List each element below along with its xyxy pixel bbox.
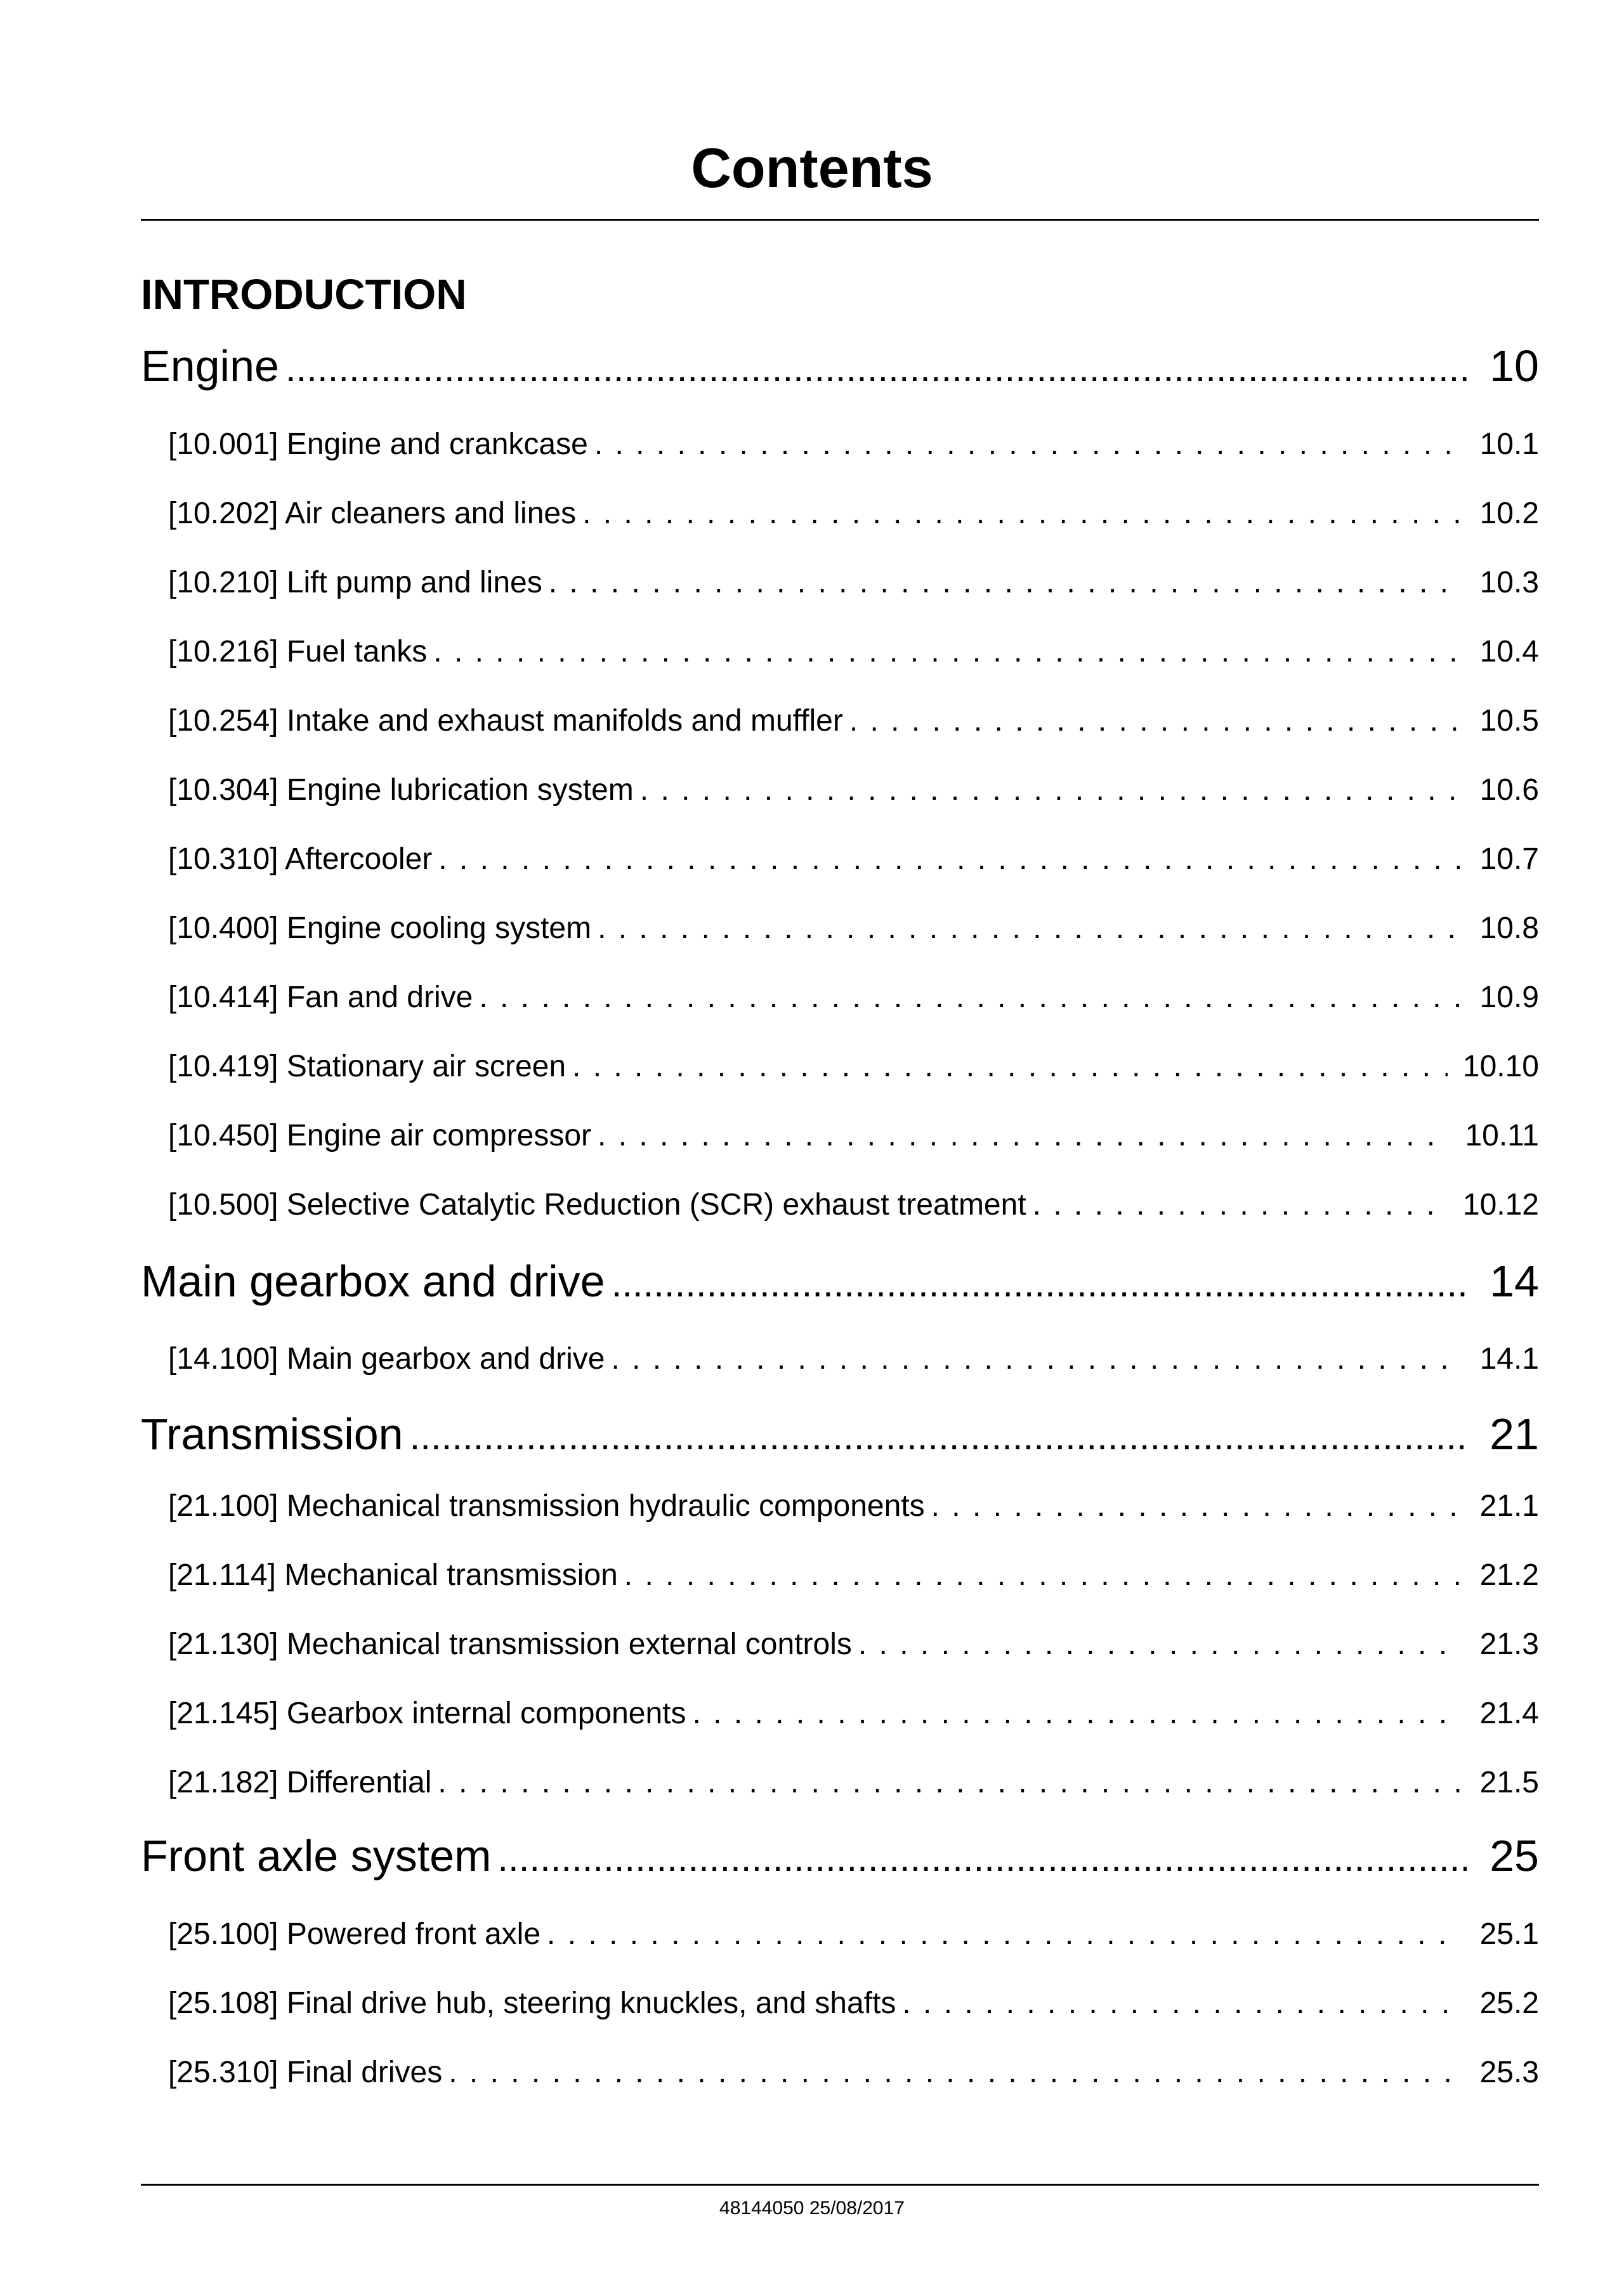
toc-entry[interactable] [168,1912,1539,1957]
toc-entry-page: 10.11 [1465,1119,1539,1152]
toc-entry[interactable] [168,1337,1539,1381]
toc-entry-page: 10.12 [1462,1188,1539,1222]
toc-section-page: 10 [1490,341,1539,391]
toc-entry-label: [10.216] Fuel tanks [168,635,428,669]
toc-entry-label: [25.100] Powered front axle [168,1917,541,1951]
toc-entry-label: [25.108] Final drive hub, steering knuckles, and shafts [168,1986,896,2020]
dot-leader [285,337,1467,400]
toc-section-front-axle[interactable] [141,1824,1539,1888]
toc-entry[interactable] [168,975,1539,1020]
toc-entry-label: [10.202] Air cleaners and lines [168,497,577,530]
dot-leader [849,699,1460,743]
toc-entry[interactable] [168,2051,1539,2095]
footer-divider [141,2184,1539,2186]
toc-entry[interactable] [168,561,1539,605]
dot-leader [931,1484,1460,1529]
toc-entry-page: 10.1 [1479,427,1539,461]
toc-section-page: 14 [1490,1256,1539,1306]
toc-entry[interactable] [168,422,1539,467]
toc-entry[interactable] [168,1692,1539,1736]
toc-section-title: Engine [141,341,279,391]
toc-entry[interactable] [168,1553,1539,1598]
toc-entry[interactable] [168,630,1539,674]
toc-section-engine[interactable] [141,334,1539,398]
toc-entry[interactable] [168,1761,1539,1805]
toc-section-title: Main gearbox and drive [141,1256,605,1306]
toc-entry-label: [10.210] Lift pump and lines [168,566,542,599]
toc-section-main-gearbox[interactable] [141,1249,1539,1313]
toc-entry-label: [10.414] Fan and drive [168,981,473,1014]
toc-entry[interactable] [168,492,1539,536]
toc-entry-label: [21.182] Differential [168,1766,432,1799]
page-title: Contents [691,136,933,199]
dot-leader [858,1622,1460,1667]
dot-leader [438,837,1460,882]
toc-entry[interactable] [168,1183,1539,1227]
toc-entry-label: [10.400] Engine cooling system [168,911,592,945]
toc-entry-page: 10.2 [1479,497,1539,530]
toc-section-page: 25 [1490,1831,1539,1881]
dot-leader [582,492,1460,536]
toc-entry-page: 10.6 [1479,773,1539,807]
toc-entry-page: 25.1 [1479,1917,1539,1951]
dot-leader [594,422,1460,467]
dot-leader [547,1912,1460,1957]
dot-leader [438,1761,1460,1805]
dot-leader [1033,1183,1448,1227]
dot-leader [612,1252,1467,1315]
toc-entry-page: 25.3 [1479,2056,1539,2089]
toc-section-title: Transmission [141,1409,403,1459]
dot-leader [549,561,1460,605]
toc-entry-page: 21.2 [1479,1558,1539,1592]
toc-entry-label: [21.114] Mechanical transmission [168,1558,618,1592]
toc-entry-label: [14.100] Main gearbox and drive [168,1342,605,1376]
toc-entry-label: [10.500] Selective Catalytic Reduction (SCR) exhaust treatment [168,1188,1026,1222]
toc-section-page: 21 [1490,1409,1539,1459]
toc-entry[interactable] [168,699,1539,743]
toc-entry[interactable] [168,837,1539,882]
toc-entry-label: [10.310] Aftercooler [168,842,433,876]
toc-entry[interactable] [168,1484,1539,1529]
toc-entry-page: 25.2 [1479,1986,1539,2020]
toc-entry-label: [21.130] Mechanical transmission external controls [168,1627,852,1661]
dot-leader [449,2051,1460,2095]
toc-entry[interactable] [168,1622,1539,1667]
toc-entry-page: 10.3 [1479,566,1539,599]
dot-leader [433,630,1460,674]
footer-document-id: 48144050 25/08/2017 [719,2198,905,2219]
dot-leader [624,1553,1460,1598]
toc-entry-page: 10.8 [1479,911,1539,945]
toc-entry-page: 10.7 [1479,842,1539,876]
toc-entry-page: 21.5 [1479,1766,1539,1799]
title-divider [141,219,1539,221]
toc-entry-page: 21.1 [1479,1489,1539,1523]
toc-entry-label: [10.001] Engine and crankcase [168,427,588,461]
dot-leader [410,1405,1467,1468]
toc-section-title: Front axle system [141,1831,492,1881]
toc-entry-label: [10.304] Engine lubrication system [168,773,634,807]
toc-entry-label: [10.450] Engine air compressor [168,1119,592,1152]
toc-entry-page: 21.3 [1479,1627,1539,1661]
toc-entry-page: 14.1 [1479,1342,1539,1376]
toc-entry-label: [10.419] Stationary air screen [168,1050,566,1083]
toc-entry[interactable] [168,906,1539,951]
dot-leader [572,1045,1448,1089]
toc-section-transmission[interactable] [141,1402,1539,1466]
toc-entry-page: 10.9 [1479,981,1539,1014]
toc-entry-page: 10.4 [1479,635,1539,669]
dot-leader [693,1692,1460,1736]
toc-entry-page: 21.4 [1479,1697,1539,1730]
toc-entry[interactable] [168,1045,1539,1089]
toc-entry-label: [21.145] Gearbox internal components [168,1697,686,1730]
dot-leader [497,1827,1467,1890]
dot-leader [611,1337,1460,1381]
toc-entry[interactable] [168,1981,1539,2026]
toc-entry[interactable] [168,768,1539,812]
dot-leader [902,1981,1460,2026]
toc-entry-page: 10.5 [1479,704,1539,738]
dot-leader [598,906,1460,951]
toc-entry-label: [25.310] Final drives [168,2056,443,2089]
toc-entry-page: 10.10 [1462,1050,1539,1083]
dot-leader [479,975,1460,1020]
dot-leader [640,768,1460,812]
toc-entry[interactable] [168,1114,1539,1158]
toc-entry-label: [21.100] Mechanical transmission hydraulic components [168,1489,925,1523]
dot-leader [598,1114,1450,1158]
toc-entry-label: [10.254] Intake and exhaust manifolds and muffler [168,704,843,738]
introduction-heading: INTRODUCTION [141,271,467,318]
